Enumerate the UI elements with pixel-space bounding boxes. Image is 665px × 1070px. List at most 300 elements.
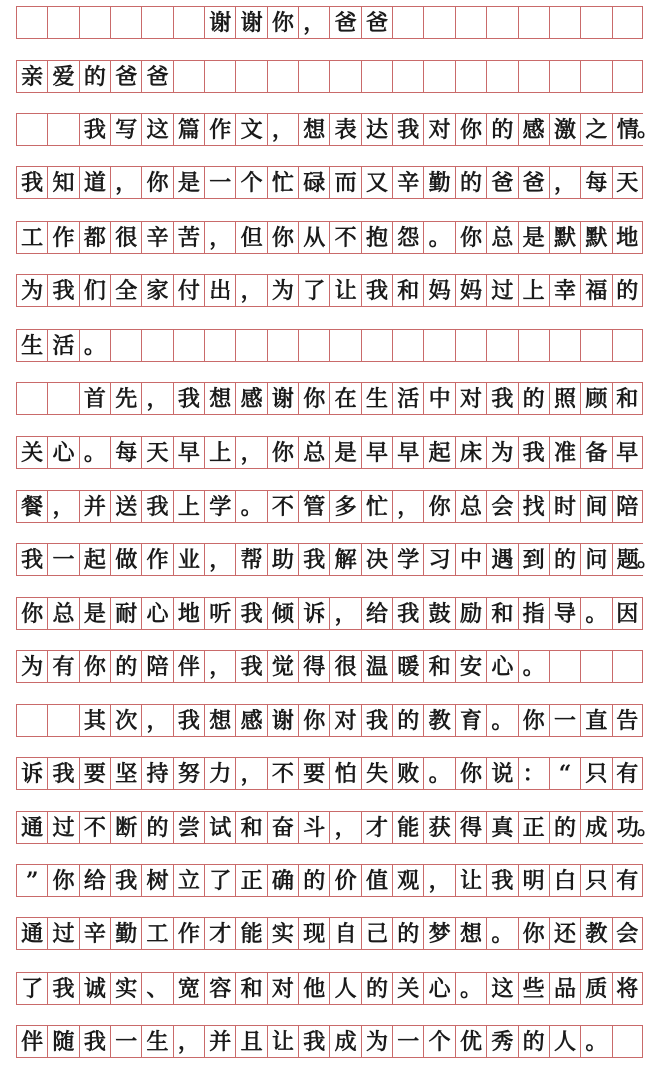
grid-cell [361,330,392,361]
text-row [16,490,643,523]
grid-cell: 感 [235,383,266,414]
grid-cell: 能 [235,918,266,949]
grid-cell [16,705,47,736]
grid-cell: 辛 [79,918,110,949]
grid-cell: ， [235,275,266,306]
grid-cell: 。 [580,598,611,629]
grid-cell: 天 [612,167,643,198]
grid-cell [612,7,643,38]
grid-cell: 我 [361,275,392,306]
grid-cell [329,330,360,361]
grid-cell: 妈 [455,275,486,306]
grid-cell: 为 [267,275,298,306]
grid-cell: 谢 [204,7,235,38]
text-row [16,864,643,897]
grid-cell: 爸 [329,7,360,38]
grid-cell: 全 [110,275,141,306]
grid-cell: 的 [110,651,141,682]
grid-cell: 给 [79,865,110,896]
grid-cell: 一 [392,1026,423,1057]
grid-cell: 通 [16,918,47,949]
grid-cell: 文 [235,114,266,145]
grid-cell: 失 [361,758,392,789]
grid-cell: 写 [110,114,141,145]
grid-cell: 达 [361,114,392,145]
grid-cell: 安 [455,651,486,682]
grid-cell: 作 [173,918,204,949]
grid-cell: 陪 [141,651,172,682]
grid-cell: 从 [298,222,329,253]
grid-cell [204,330,235,361]
grid-cell: 过 [486,275,517,306]
grid-cell: ： [518,758,549,789]
grid-cell: 人 [329,973,360,1004]
grid-cell: 早 [173,437,204,468]
grid-cell [580,651,611,682]
grid-cell: 解 [329,544,360,575]
grid-cell: 你 [79,651,110,682]
grid-cell: 一 [47,544,78,575]
grid-cell: 先 [110,383,141,414]
grid-cell: 让 [329,275,360,306]
grid-cell: 容 [204,973,235,1004]
text-row [16,60,643,93]
grid-cell: ， [141,383,172,414]
grid-cell [235,330,266,361]
grid-cell: 败 [392,758,423,789]
grid-cell [329,61,360,92]
grid-cell: 观 [392,865,423,896]
grid-cell: 我 [173,705,204,736]
grid-cell [486,330,517,361]
grid-cell: ， [204,651,235,682]
grid-cell: 质 [580,973,611,1004]
grid-cell: ， [204,544,235,575]
grid-cell: 知 [47,167,78,198]
grid-cell: 我 [392,114,423,145]
text-row [16,704,643,737]
grid-cell [455,7,486,38]
grid-cell: 为 [16,275,47,306]
grid-cell: 过 [47,812,78,843]
grid-cell: 帮 [235,544,266,575]
grid-cell: 还 [549,918,580,949]
grid-cell: ， [329,598,360,629]
grid-cell: 诉 [16,758,47,789]
grid-cell: 送 [110,491,141,522]
grid-cell: 诚 [79,973,110,1004]
grid-cell: 自 [329,918,360,949]
grid-cell: 我 [298,544,329,575]
grid-cell: 们 [79,275,110,306]
grid-cell: 陪 [612,491,643,522]
grid-cell [47,383,78,414]
grid-cell: 道 [79,167,110,198]
grid-cell: 谢 [267,705,298,736]
grid-cell: 每 [110,437,141,468]
grid-cell: 梦 [423,918,454,949]
grid-cell: 地 [612,222,643,253]
grid-cell: 习 [423,544,454,575]
grid-cell: 题 [612,544,643,575]
grid-cell: 我 [47,275,78,306]
grid-cell: 怕 [329,758,360,789]
grid-cell: 一 [549,705,580,736]
grid-cell: 的 [518,1026,549,1057]
grid-cell: 觉 [267,651,298,682]
grid-cell: 会 [612,918,643,949]
grid-cell [549,7,580,38]
grid-cell: 对 [267,973,298,1004]
grid-cell: 间 [580,491,611,522]
grid-cell: 得 [455,812,486,843]
grid-cell: 优 [455,1026,486,1057]
grid-cell: 的 [486,114,517,145]
text-row [16,166,643,199]
grid-cell: 忙 [361,491,392,522]
grid-cell: 奋 [267,812,298,843]
grid-cell: 很 [110,222,141,253]
grid-cell: 每 [580,167,611,198]
grid-cell: 总 [47,598,78,629]
grid-cell: 首 [79,383,110,414]
grid-cell [47,114,78,145]
grid-cell: 人 [549,1026,580,1057]
grid-cell: 工 [141,918,172,949]
grid-cell: 心 [423,973,454,1004]
grid-cell: 想 [455,918,486,949]
grid-cell: 值 [361,865,392,896]
grid-cell [173,330,204,361]
grid-cell: 很 [329,651,360,682]
grid-cell: 作 [47,222,78,253]
grid-cell: ， [204,222,235,253]
grid-cell: 获 [423,812,454,843]
grid-cell [392,330,423,361]
grid-cell [486,7,517,38]
grid-cell: 和 [612,383,643,414]
title-row [16,6,643,39]
grid-cell [549,651,580,682]
grid-cell: 总 [298,437,329,468]
grid-cell: 辛 [141,222,172,253]
grid-cell: 和 [423,651,454,682]
grid-cell: 我 [110,865,141,896]
grid-cell: 指 [518,598,549,629]
grid-cell [110,330,141,361]
grid-cell: 才 [361,812,392,843]
grid-cell: 随 [47,1026,78,1057]
grid-cell: 我 [16,544,47,575]
grid-cell: 顾 [580,383,611,414]
grid-cell: 导 [549,598,580,629]
grid-cell: 诉 [298,598,329,629]
text-row [16,329,643,362]
grid-cell: 次 [110,705,141,736]
grid-cell: 有 [47,651,78,682]
grid-cell: 直 [580,705,611,736]
grid-cell: 问 [580,544,611,575]
grid-cell: 怨 [392,222,423,253]
grid-cell: 为 [16,651,47,682]
grid-cell: 业 [173,544,204,575]
grid-cell: 。 [486,918,517,949]
grid-cell: 和 [486,598,517,629]
grid-cell: 辛 [392,167,423,198]
grid-cell: 会 [486,491,517,522]
grid-cell: 。 [518,651,549,682]
text-row [16,113,660,146]
grid-cell: 我 [173,383,204,414]
grid-cell: 伴 [16,1026,47,1057]
grid-cell: 他 [298,973,329,1004]
grid-cell: 想 [204,383,235,414]
grid-cell: 关 [16,437,47,468]
grid-cell: 现 [298,918,329,949]
grid-cell: 你 [267,437,298,468]
grid-cell: 准 [549,437,580,468]
grid-cell: 秀 [486,1026,517,1057]
grid-cell [392,61,423,92]
grid-cell [423,61,454,92]
grid-cell: 但 [235,222,266,253]
grid-cell: 这 [486,973,517,1004]
grid-cell: 生 [361,383,392,414]
grid-cell: 默 [580,222,611,253]
grid-cell: 我 [392,598,423,629]
text-row [16,597,643,630]
grid-cell: 你 [16,598,47,629]
grid-cell [298,330,329,361]
grid-cell: 白 [549,865,580,896]
grid-cell: 多 [329,491,360,522]
grid-cell: 总 [455,491,486,522]
grid-cell: 为 [361,1026,392,1057]
grid-cell: 价 [329,865,360,896]
grid-cell [267,61,298,92]
grid-cell: 。 [423,222,454,253]
grid-cell: 耐 [110,598,141,629]
grid-cell: 。 [486,705,517,736]
grid-cell: 我 [16,167,47,198]
grid-cell: ， [267,114,298,145]
grid-cell: 品 [549,973,580,1004]
grid-cell: 说 [486,758,517,789]
grid-cell: 我 [235,651,266,682]
text-row [16,382,643,415]
grid-cell: 让 [267,1026,298,1057]
overflow-punctuation: 。 [637,116,660,142]
grid-cell: 你 [298,383,329,414]
grid-cell [47,7,78,38]
grid-cell: 餐 [16,491,47,522]
grid-cell: 的 [518,383,549,414]
grid-cell: 教 [580,918,611,949]
grid-cell: 工 [16,222,47,253]
grid-cell: 宽 [173,973,204,1004]
grid-cell: 遇 [486,544,517,575]
grid-cell: 将 [612,973,643,1004]
grid-cell: 要 [298,758,329,789]
grid-cell: 教 [423,705,454,736]
grid-cell: 上 [204,437,235,468]
grid-cell: 到 [518,544,549,575]
grid-cell: 做 [110,544,141,575]
grid-cell: 了 [204,865,235,896]
grid-cell: 倾 [267,598,298,629]
grid-cell [267,330,298,361]
grid-cell: 爸 [486,167,517,198]
text-row [16,543,660,576]
grid-cell: 谢 [267,383,298,414]
grid-cell [361,61,392,92]
grid-cell: ， [423,865,454,896]
grid-cell: 爸 [361,7,392,38]
grid-cell: 试 [204,812,235,843]
grid-cell: 因 [612,598,643,629]
grid-cell [173,61,204,92]
grid-cell: 和 [392,275,423,306]
grid-cell: 个 [235,167,266,198]
grid-cell: 些 [518,973,549,1004]
grid-cell: 时 [549,491,580,522]
grid-cell: 上 [518,275,549,306]
grid-cell: 照 [549,383,580,414]
grid-cell [518,330,549,361]
grid-cell: 你 [455,114,486,145]
grid-cell: 才 [204,918,235,949]
grid-cell: 我 [79,114,110,145]
grid-cell: 并 [79,491,110,522]
grid-cell [47,705,78,736]
grid-cell: 我 [47,973,78,1004]
grid-cell: 妈 [423,275,454,306]
grid-cell: 你 [455,222,486,253]
grid-cell: 表 [329,114,360,145]
grid-cell: 为 [486,437,517,468]
grid-cell: 作 [204,114,235,145]
grid-cell: 谢 [235,7,266,38]
grid-cell: 不 [267,491,298,522]
grid-cell: 成 [329,1026,360,1057]
grid-cell: 个 [423,1026,454,1057]
grid-cell: 只 [580,758,611,789]
grid-cell: 的 [392,918,423,949]
grid-cell: 苦 [173,222,204,253]
grid-cell [79,7,110,38]
grid-cell: 激 [549,114,580,145]
grid-cell: 的 [392,705,423,736]
grid-cell: 育 [455,705,486,736]
grid-cell [580,61,611,92]
grid-cell: 早 [392,437,423,468]
grid-cell: 。 [79,330,110,361]
grid-cell: 你 [518,705,549,736]
grid-cell: 励 [455,598,486,629]
grid-cell: 心 [486,651,517,682]
text-row [16,972,643,1005]
grid-cell: 我 [79,1026,110,1057]
grid-cell: 坚 [110,758,141,789]
grid-cell: 是 [79,598,110,629]
grid-cell: 正 [518,812,549,843]
grid-cell: 。 [580,1026,611,1057]
grid-cell: 默 [549,222,580,253]
grid-cell: 能 [392,812,423,843]
grid-cell: 早 [361,437,392,468]
grid-cell: 感 [235,705,266,736]
grid-cell: 勤 [423,167,454,198]
grid-cell: 有 [612,865,643,896]
grid-cell: 过 [47,918,78,949]
grid-cell: 天 [141,437,172,468]
grid-cell: 并 [204,1026,235,1057]
grid-cell [141,330,172,361]
text-row [16,1025,643,1058]
overflow-punctuation: 。 [637,814,660,840]
grid-cell: 出 [204,275,235,306]
grid-cell: 我 [518,437,549,468]
grid-cell: 中 [455,544,486,575]
grid-cell: ， [235,437,266,468]
grid-cell [455,330,486,361]
grid-cell: 的 [361,973,392,1004]
grid-cell [16,114,47,145]
grid-cell: 不 [267,758,298,789]
grid-cell: 上 [173,491,204,522]
grid-cell: 找 [518,491,549,522]
grid-cell: 决 [361,544,392,575]
grid-cell: 生 [16,330,47,361]
grid-cell: 学 [204,491,235,522]
grid-cell: ， [110,167,141,198]
grid-cell: 学 [392,544,423,575]
grid-cell: 你 [518,918,549,949]
grid-cell: 起 [79,544,110,575]
grid-cell: 早 [612,437,643,468]
grid-cell: 的 [298,865,329,896]
grid-cell: 勤 [110,918,141,949]
grid-cell: 情 [612,114,643,145]
grid-cell: 起 [423,437,454,468]
grid-cell [16,383,47,414]
grid-cell: 了 [16,973,47,1004]
grid-cell: 鼓 [423,598,454,629]
grid-cell: 幸 [549,275,580,306]
grid-cell: 付 [173,275,204,306]
grid-cell: ， [173,1026,204,1057]
grid-cell: 明 [518,865,549,896]
grid-cell: 对 [455,383,486,414]
grid-cell: 我 [235,598,266,629]
text-row [16,436,643,469]
grid-cell: 确 [267,865,298,896]
grid-cell: 你 [455,758,486,789]
grid-cell: 努 [173,758,204,789]
grid-cell: 得 [298,651,329,682]
grid-cell: 和 [235,973,266,1004]
grid-cell: 成 [580,812,611,843]
grid-cell: 心 [47,437,78,468]
grid-cell: ， [298,7,329,38]
grid-cell: 的 [549,812,580,843]
text-row [16,221,643,254]
grid-cell: 我 [141,491,172,522]
grid-cell: 伴 [173,651,204,682]
grid-cell [486,61,517,92]
grid-cell [580,330,611,361]
grid-cell: ， [549,167,580,198]
